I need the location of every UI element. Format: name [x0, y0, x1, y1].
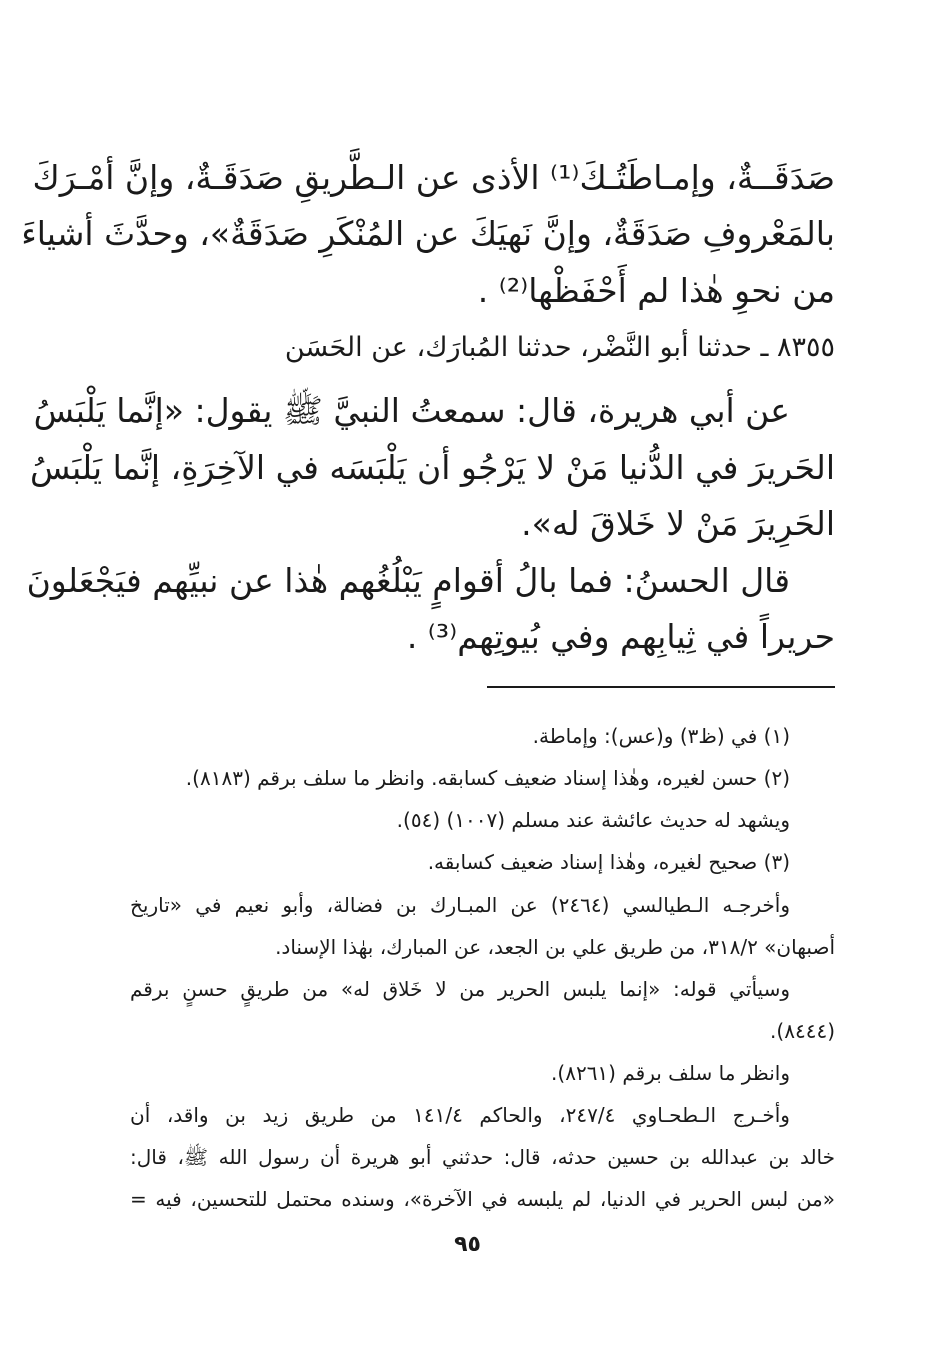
- main-text-line: الحَريرَ في الدُّنيا مَنْ لا يَرْجُو أن يَلْبَسَه في الآخِرَةِ، إنَّما يَلْبَسُ: [29, 448, 835, 487]
- main-text-line: الحَرِيرَ مَنْ لا خَلاقَ له».: [521, 504, 835, 543]
- footnote-line: ويشهد له حديث عائشة عند مسلم (١٠٠٧) (٥٤).: [396, 808, 790, 832]
- footnote-line: (٣) صحيح لغيره، وهٰذا إسناد ضعيف كسابقه.: [427, 850, 790, 874]
- footnote-line: «من لبس الحرير في الدنيا، لم يلبسه في الآخرة»، وسنده محتمل للتحسين، فيه =: [130, 1187, 835, 1211]
- page-number: ٩٥: [454, 1232, 481, 1257]
- main-text-line: من نحوِ هٰذا لم أَحْفَظْها⁽²⁾ .: [477, 271, 835, 310]
- footnote-line: وأخـرج الـطحـاوي ٢٤٧/٤، والحاكم ١٤١/٤ من طريق زيد بن واقد، أن: [130, 1103, 790, 1127]
- footnote-line: خالد بن عبدالله بن حسين حدثه، قال: حدثني أبو هريرة أن رسول الله ﷺ، قال:: [130, 1145, 835, 1169]
- main-text-line: قال الحسنُ: فما بالُ أقوامٍ يَبْلُغُهم هٰذا عن نبيِّهم فيَجْعَلونَ: [26, 561, 790, 600]
- footnote-line: (٢) حسن لغيره، وهٰذا إسناد ضعيف كسابقه. وانظر ما سلف برقم (٨١٨٣).: [185, 766, 790, 790]
- main-text-line: عن أبي هريرة، قال: سمعتُ النبيَّ ﷺ يقول: «إنَّما يَلْبَسُ: [33, 391, 790, 430]
- main-text-line: حريراً في ثِيابِهم وفي بُيوتِهم⁽³⁾ .: [406, 617, 835, 656]
- footnote-line: وأخرجـه الـطيالسي (٢٤٦٤) عن المبـارك بن فضالة، وأبو نعيم في «تاريخ: [130, 893, 790, 917]
- main-text-line: صَدَقَــةٌ، وإمـاطَتُـكَ⁽¹⁾ الأذى عن الـطَّريقِ صَدَقَـةٌ، وإنَّ أمْـرَكَ: [32, 158, 835, 197]
- footnote-line: (٨٤٤٤).: [770, 1019, 835, 1043]
- footnote-line: وانظر ما سلف برقم (٨٢٦١).: [551, 1061, 790, 1085]
- footnote-line: أصبهان» ٣١٨/٢، من طريق علي بن الجعد، عن المبارك، بهٰذا الإسناد.: [275, 935, 835, 959]
- hadith-number-line: ٨٣٥٥ ـ حدثنا أبو النَّضْر، حدثنا المُبارَك، عن الحَسَن: [284, 332, 835, 363]
- footnote-line: (١) في (ظ٣) و(عس): وإماطة.: [532, 724, 790, 748]
- footnote-line: وسيأتي قوله: «إنما يلبس الحرير من لا خَلاق له» من طريقٍ حسنٍ برقم: [130, 977, 790, 1001]
- main-text-line: بالمَعْروفِ صَدَقَةٌ، وإنَّ نَهيَكَ عن المُنْكَرِ صَدَقَةٌ»، وحدَّثَ أشياءَ: [21, 214, 835, 253]
- footnote-divider: [487, 686, 835, 688]
